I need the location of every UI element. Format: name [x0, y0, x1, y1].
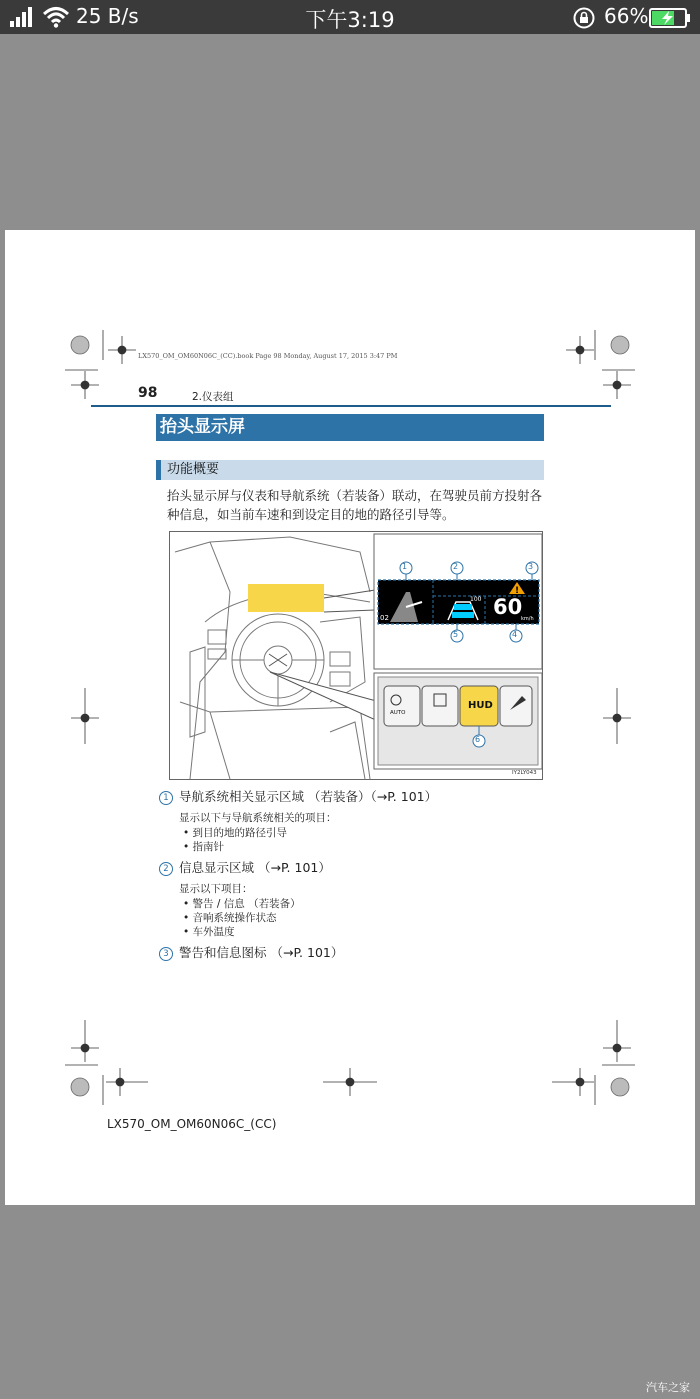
figure-code: IY2LY043: [512, 770, 537, 776]
item-3-number: 3: [159, 947, 173, 961]
header-rule: [91, 405, 611, 407]
hud-speed-unit: km/h: [521, 616, 534, 622]
item-1: [159, 787, 437, 805]
page-footer: LX570_OM_OM60N06C_(CC): [107, 1117, 277, 1131]
hud-speed: 60: [493, 595, 523, 619]
hud-figure: [169, 531, 543, 780]
battery-charging-icon: [649, 8, 691, 28]
item-2-bullet-3: • 车外温度: [183, 926, 235, 938]
item-3-text: 警告和信息图标 （→P. 101）: [179, 945, 344, 960]
battery-percent: 66%: [604, 4, 649, 28]
rotation-lock-icon: [572, 6, 596, 30]
item-2-bullet-1: • 警告 / 信息 （若装备）: [183, 898, 301, 910]
callout-1: 1: [402, 562, 408, 571]
item-2-bullet-2: • 音响系统操作状态: [183, 912, 277, 924]
book-meta-line: LX570_OM_OM60N06C_(CC).book Page 98 Monday, August 17, 2015 3:47 PM: [138, 352, 398, 360]
item-2-text: 信息显示区域 （→P. 101）: [179, 860, 331, 875]
document-page[interactable]: [5, 230, 695, 1205]
hud-limit: 100: [470, 596, 482, 603]
item-1-sub-intro: 显示以下与导航系统相关的项目：: [179, 812, 337, 824]
callout-5: 5: [453, 630, 459, 639]
clock: 下午3:19: [305, 8, 395, 32]
hud-distance: 02: [380, 614, 389, 622]
page-number: 98: [138, 385, 158, 401]
item-1-bullet-2: • 指南针: [183, 841, 225, 853]
item-1-text: 导航系统相关显示区域 （若装备）（→P. 101）: [179, 789, 438, 804]
callout-6: 6: [475, 735, 481, 744]
subheading: 功能概要: [156, 460, 544, 480]
auto-label: AUTO: [390, 710, 406, 716]
intro-paragraph: 抬头显示屏与仪表和导航系统（若装备）联动，在驾驶员前方投射各种信息，如当前车速和到设定目的地的路径引导等。: [167, 488, 543, 522]
callout-3: 3: [528, 562, 534, 571]
item-3: [159, 943, 343, 961]
cockpit-illustration: [170, 532, 542, 779]
svg-text:!: !: [514, 586, 520, 596]
hud-button-label: HUD: [468, 700, 493, 711]
item-1-bullet-1: • 到目的地的路径引导: [183, 827, 288, 839]
hud-projection-area: [248, 584, 324, 612]
watermark: 汽车之家: [646, 1381, 690, 1394]
item-1-number: 1: [159, 791, 173, 805]
status-bar: [0, 0, 700, 34]
item-2-number: 2: [159, 862, 173, 876]
section-title: 2.仪表组: [192, 391, 234, 403]
item-2-sub-intro: 显示以下项目：: [179, 883, 253, 895]
callout-4: 4: [512, 630, 518, 639]
item-2: [159, 858, 331, 876]
page-title: 抬头显示屏: [156, 414, 544, 441]
network-speed: 25 B/s: [76, 4, 139, 28]
callout-2: 2: [453, 562, 459, 571]
